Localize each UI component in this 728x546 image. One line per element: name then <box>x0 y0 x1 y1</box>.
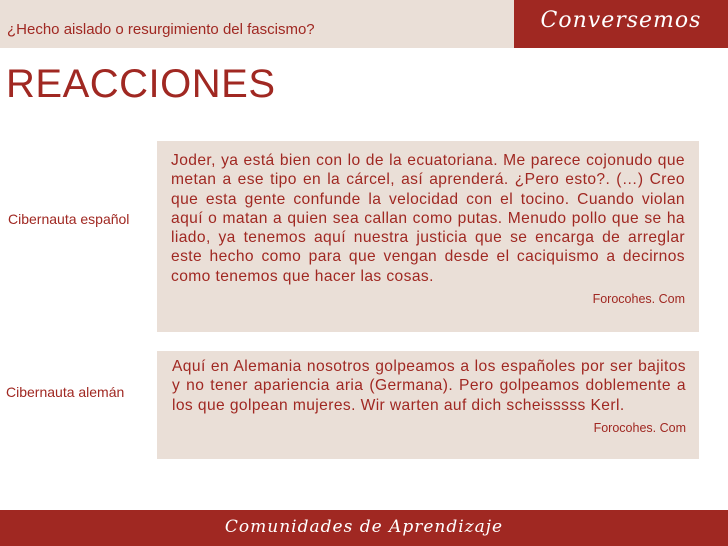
speaker-label-german: Cibernauta alemán <box>6 384 125 400</box>
footer-banner <box>0 510 728 546</box>
speaker-label-spanish: Cibernauta español <box>8 211 130 227</box>
quote-panel-spanish <box>157 141 699 332</box>
slide-subtitle: ¿Hecho aislado o resurgimiento del fascismo? <box>7 21 315 38</box>
footer-logo-text: Comunidades de Aprendizaje <box>224 517 504 537</box>
quote-source: Forocohes. Com <box>593 420 686 435</box>
quote-text: Aquí en Alemania nosotros golpeamos a los españoles por ser bajitos y no tener apariencia aria (Germana). Pero golpeamos doblemente a los que golpean mujeres. Wir warten auf dich scheisssss Kerl. <box>172 358 686 414</box>
quote-text: Joder, ya está bien con lo de la ecuatoriana. Me parece cojonudo que metan a ese tipo en la cárcel, así aprenderá. ¿Pero esto?. (…) Creo que esta gente confunde la velocidad con el tocino. Cuando violan aquí o matan a quien sea callan como putas. Menudo pollo que se ha liado, ya tenemos aquí nuestra justicia que se encarga de arreglar este hecho como para que vengan desde el caciquismo a decirnos como tenemos que hacer las cosas. <box>171 152 685 285</box>
quote-panel-german <box>157 351 699 459</box>
brand-badge <box>514 0 728 48</box>
quote-source: Forocohes. Com <box>592 292 685 307</box>
brand-logo-text: Conversemos <box>540 8 702 33</box>
top-banner <box>0 0 728 48</box>
page-title: REACCIONES <box>6 62 276 106</box>
